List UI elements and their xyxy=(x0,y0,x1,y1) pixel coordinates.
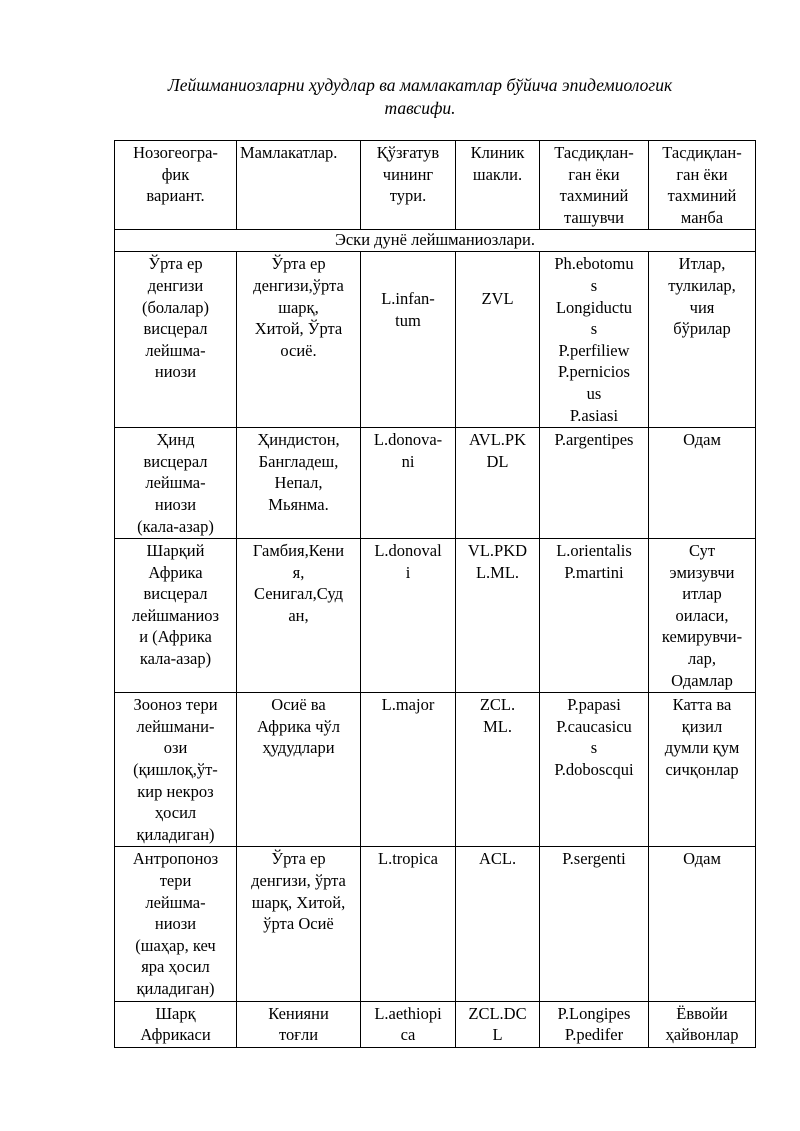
cell-variant: Ўрта ер денгизи (болалар) висцерал лейшма- ниози xyxy=(115,252,237,428)
epidemiology-table xyxy=(114,140,756,1048)
cell-pathogen: L.aethiopi ca xyxy=(361,1001,456,1047)
cell-pathogen: L.donova- ni xyxy=(361,428,456,539)
cell-clinical-form: ZVL xyxy=(456,252,540,428)
cell-clinical-form: ZCL.DC L xyxy=(456,1001,540,1047)
cell-clinical-form: VL.PKD L.ML. xyxy=(456,539,540,693)
header-pathogen: Қўзғатув чининг тури. xyxy=(361,141,456,230)
header-countries: Мамлакатлар. xyxy=(237,141,361,230)
cell-clinical-form: ZCL. ML. xyxy=(456,693,540,847)
table-row xyxy=(115,1001,756,1047)
cell-pathogen: L.major xyxy=(361,693,456,847)
cell-countries: Гамбия,Кени я, Сенигал,Суд ан, xyxy=(237,539,361,693)
cell-countries: Осиё ва Африка чўл ҳудудлари xyxy=(237,693,361,847)
cell-pathogen: L.tropica xyxy=(361,847,456,1001)
cell-variant: Ҳинд висцерал лейшма- ниози (кала-азар) xyxy=(115,428,237,539)
table-row xyxy=(115,539,756,693)
header-nosogeographic: Нозогеогра- фик вариант. xyxy=(115,141,237,230)
cell-vector: L.orientalis P.martini xyxy=(540,539,649,693)
cell-vector: Ph.ebotomu s Longiductu s P.perfiliew P.pernicios us P.asiasi xyxy=(540,252,649,428)
header-row xyxy=(115,141,756,230)
document-title: Лейшманиозларни ҳудудлар ва мамлакатлар бўйича эпидемиологик тавсифи. xyxy=(167,75,673,118)
table-row xyxy=(115,847,756,1001)
cell-source: Катта ва қизил думли қум сичқонлар xyxy=(649,693,756,847)
cell-countries: Ўрта ер денгизи,ўрта шарқ, Хитой, Ўрта осиё. xyxy=(237,252,361,428)
cell-clinical-form: ACL. xyxy=(456,847,540,1001)
cell-vector: P.papasi P.caucasicu s P.doboscqui xyxy=(540,693,649,847)
cell-source: Одам xyxy=(649,847,756,1001)
cell-vector: P.argentipes xyxy=(540,428,649,539)
table-row xyxy=(115,428,756,539)
cell-variant: Шарқий Африка висцерал лейшманиоз и (Африка кала-азар) xyxy=(115,539,237,693)
cell-countries: Ҳиндистон, Бангладеш, Непал, Мьянма. xyxy=(237,428,361,539)
cell-source: Итлар, тулкилар, чия бўрилар xyxy=(649,252,756,428)
cell-clinical-form: AVL.PK DL xyxy=(456,428,540,539)
cell-variant: Шарқ Африкаси xyxy=(115,1001,237,1047)
cell-countries: Ўрта ер денгизи, ўрта шарқ, Хитой, ўрта Осиё xyxy=(237,847,361,1001)
cell-variant: Антропоноз тери лейшма- ниози (шаҳар, кеч яра ҳосил қиладиган) xyxy=(115,847,237,1001)
cell-source: Сут эмизувчи итлар оиласи, кемирувчи- лар, Одамлар xyxy=(649,539,756,693)
cell-vector: P.Longipes P.pedifer xyxy=(540,1001,649,1047)
section-row xyxy=(115,230,756,252)
cell-vector: P.sergenti xyxy=(540,847,649,1001)
header-source: Тасдиқлан- ган ёки тахминий манба xyxy=(649,141,756,230)
cell-countries: Кенияни тоғли xyxy=(237,1001,361,1047)
header-vector: Тасдиқлан- ган ёки тахминий ташувчи xyxy=(540,141,649,230)
cell-variant: Зооноз тери лейшмани- ози (қишлоқ,ўт- кир некроз ҳосил қиладиган) xyxy=(115,693,237,847)
table-row xyxy=(115,693,756,847)
cell-source: Одам xyxy=(649,428,756,539)
section-old-world: Эски дунё лейшманиозлари. xyxy=(115,230,756,252)
header-clinical-form: Клиник шакли. xyxy=(456,141,540,230)
cell-pathogen: L.infan- tum xyxy=(361,252,456,428)
cell-pathogen: L.donoval i xyxy=(361,539,456,693)
table-row xyxy=(115,252,756,428)
cell-source: Ёввойи ҳайвонлар xyxy=(649,1001,756,1047)
